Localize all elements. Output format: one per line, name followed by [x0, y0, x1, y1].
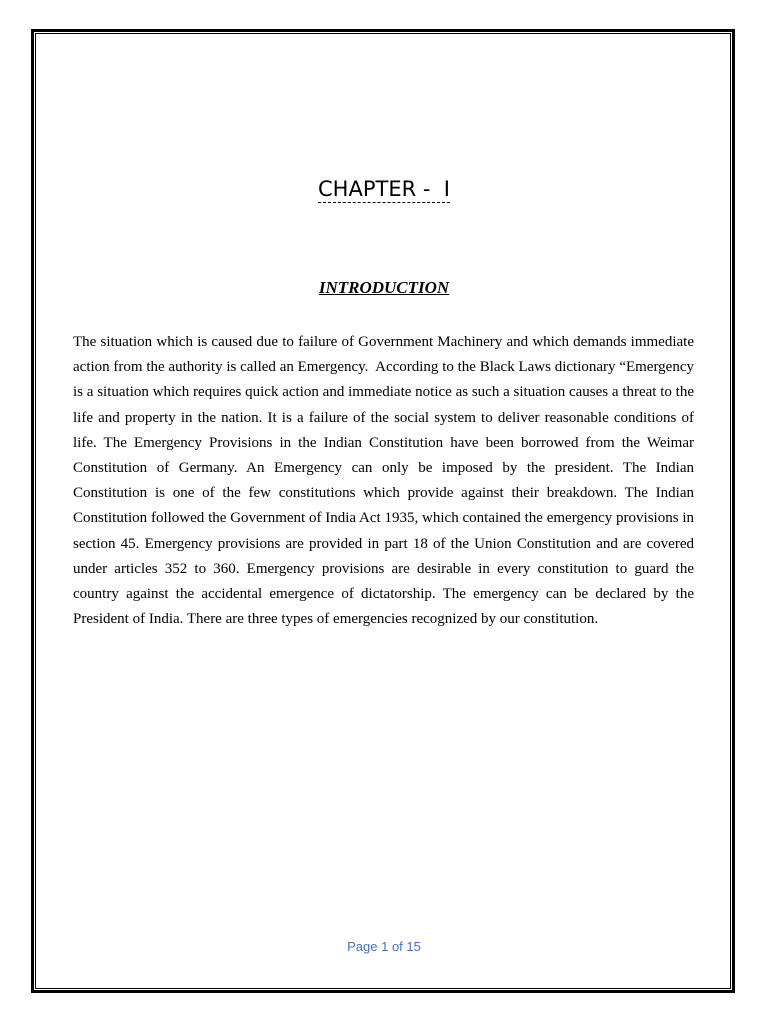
chapter-heading-text: CHAPTER - I	[318, 177, 450, 201]
body-paragraph: The situation which is caused due to failure of Government Machinery and which demands immediate action from the authority is called an Emergency. According to the Black Laws dictionary “Emergency is a situation which requires quick action and immediate notice as such a situation causes a threat to the life and property in the nation. It is a failure of the social system to deliver reasonable conditions of life. The Emergency Provisions in the Indian Constitution have been borrowed from the Weimar Constitution of Germany. An Emergency can only be imposed by the president. The Indian Constitution is one of the few constitutions which provide against their breakdown. The Indian Constitution followed the Government of India Act 1935, which contained the emergency provisions in section 45. Emergency provisions are provided in part 18 of the Union Constitution and are covered under articles 352 to 360. Emergency provisions are desirable in every constitution to guard the country against the accidental emergence of dictatorship. The emergency can be declared by the President of India. There are three types of emergencies recognized by our constitution.	[73, 334, 698, 628]
section-title: INTRODUCTION	[318, 278, 450, 297]
page-number-footer: Page 1 of 15	[347, 939, 421, 954]
chapter-heading	[0, 175, 768, 203]
